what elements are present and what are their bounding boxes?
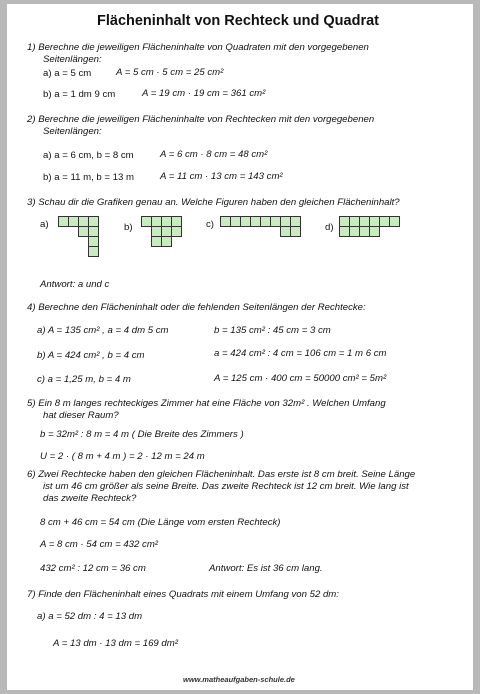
q4-a-given: a) A = 135 cm² , a = 4 dm 5 cm [37,325,169,336]
q2-a-calc: A = 6 cm · 8 cm = 48 cm² [160,149,268,160]
q3-answer: Antwort: a und c [40,279,110,290]
worksheet-page [7,4,473,690]
q3-label-b: b) [124,222,133,233]
q5-step1: b = 32m² : 8 m = 4 m ( Die Breite des Zimmers ) [40,429,244,440]
q1-prompt-line1: 1) Berechne die jeweiligen Flächeninhalte von Quadraten mit den vorgegebenen [27,42,369,53]
grid-cell [171,226,182,237]
page-title: Flächeninhalt von Rechteck und Quadrat [97,13,379,29]
q2-a-given: a) a = 6 cm, b = 8 cm [43,150,134,161]
grid-cell [88,246,99,257]
q2-b-calc: A = 11 cm · 13 cm = 143 cm² [160,171,283,182]
grid-cell [161,236,172,247]
q2-b-given: b) a = 11 m, b = 13 m [43,172,135,183]
q6-answer: Antwort: Es ist 36 cm lang. [209,563,323,574]
q3-label-c: c) [206,219,214,230]
q5-prompt-line2: hat dieser Raum? [43,410,119,421]
q7-prompt: 7) Finde den Flächeninhalt eines Quadrats mit einem Umfang von 52 dm: [27,589,339,600]
q6-prompt-line2: ist um 46 cm größer als seine Breite. Das zweite Rechteck ist 12 cm breit. Wie lang ist [43,481,409,492]
q6-step3: 432 cm² : 12 cm = 36 cm [40,563,146,574]
q1-b-calc: A = 19 cm · 19 cm = 361 cm² [142,88,266,99]
q6-prompt-line3: das zweite Rechteck? [43,493,137,504]
q1-a-given: a) a = 5 cm [43,68,92,79]
q7-step1: a) a = 52 dm : 4 = 13 dm [37,611,143,622]
grid-cell [290,226,301,237]
q3-label-a: a) [40,219,49,230]
q2-prompt-line2: Seitenlängen: [43,126,102,137]
q1-a-calc: A = 5 cm · 5 cm = 25 cm² [116,67,224,78]
q4-b-given: b) A = 424 cm² , b = 4 cm [37,350,145,361]
q1-b-given: b) a = 1 dm 9 cm [43,89,116,100]
q7-step2: A = 13 dm · 13 dm = 169 dm² [53,638,178,649]
q2-prompt-line1: 2) Berechne die jeweiligen Flächeninhalte von Rechtecken mit den vorgegebenen [27,114,375,125]
q4-a-calc: b = 135 cm² : 45 cm = 3 cm [214,325,331,336]
q5-prompt-line1: 5) Ein 8 m langes rechteckiges Zimmer hat eine Fläche von 32m² . Welchen Umfang [27,398,386,409]
grid-cell [389,216,400,227]
q3-label-d: d) [325,222,334,233]
footer-url: www.matheaufgaben-schule.de [183,675,295,684]
q5-step2: U = 2 · ( 8 m + 4 m ) = 2 · 12 m = 24 m [40,451,205,462]
q1-prompt-line2: Seitenlängen: [43,54,102,65]
q4-c-calc: A = 125 cm · 400 cm = 50000 cm² = 5m² [214,373,387,384]
q4-b-calc: a = 424 cm² : 4 cm = 106 cm = 1 m 6 cm [214,348,387,359]
q4-prompt: 4) Berechne den Flächeninhalt oder die fehlenden Seitenlängen der Rechtecke: [27,302,366,313]
q6-prompt-line1: 6) Zwei Rechtecke haben den gleichen Flächeninhalt. Das erste ist 8 cm breit. Seine Länge [27,469,416,480]
q6-step2: A = 8 cm · 54 cm = 432 cm² [40,539,159,550]
q4-c-given: c) a = 1,25 m, b = 4 m [37,374,131,385]
grid-cell [369,226,380,237]
q6-step1: 8 cm + 46 cm = 54 cm (Die Länge vom ersten Rechteck) [40,517,281,528]
q3-prompt: 3) Schau dir die Grafiken genau an. Welche Figuren haben den gleichen Flächeninhalt? [27,197,400,208]
